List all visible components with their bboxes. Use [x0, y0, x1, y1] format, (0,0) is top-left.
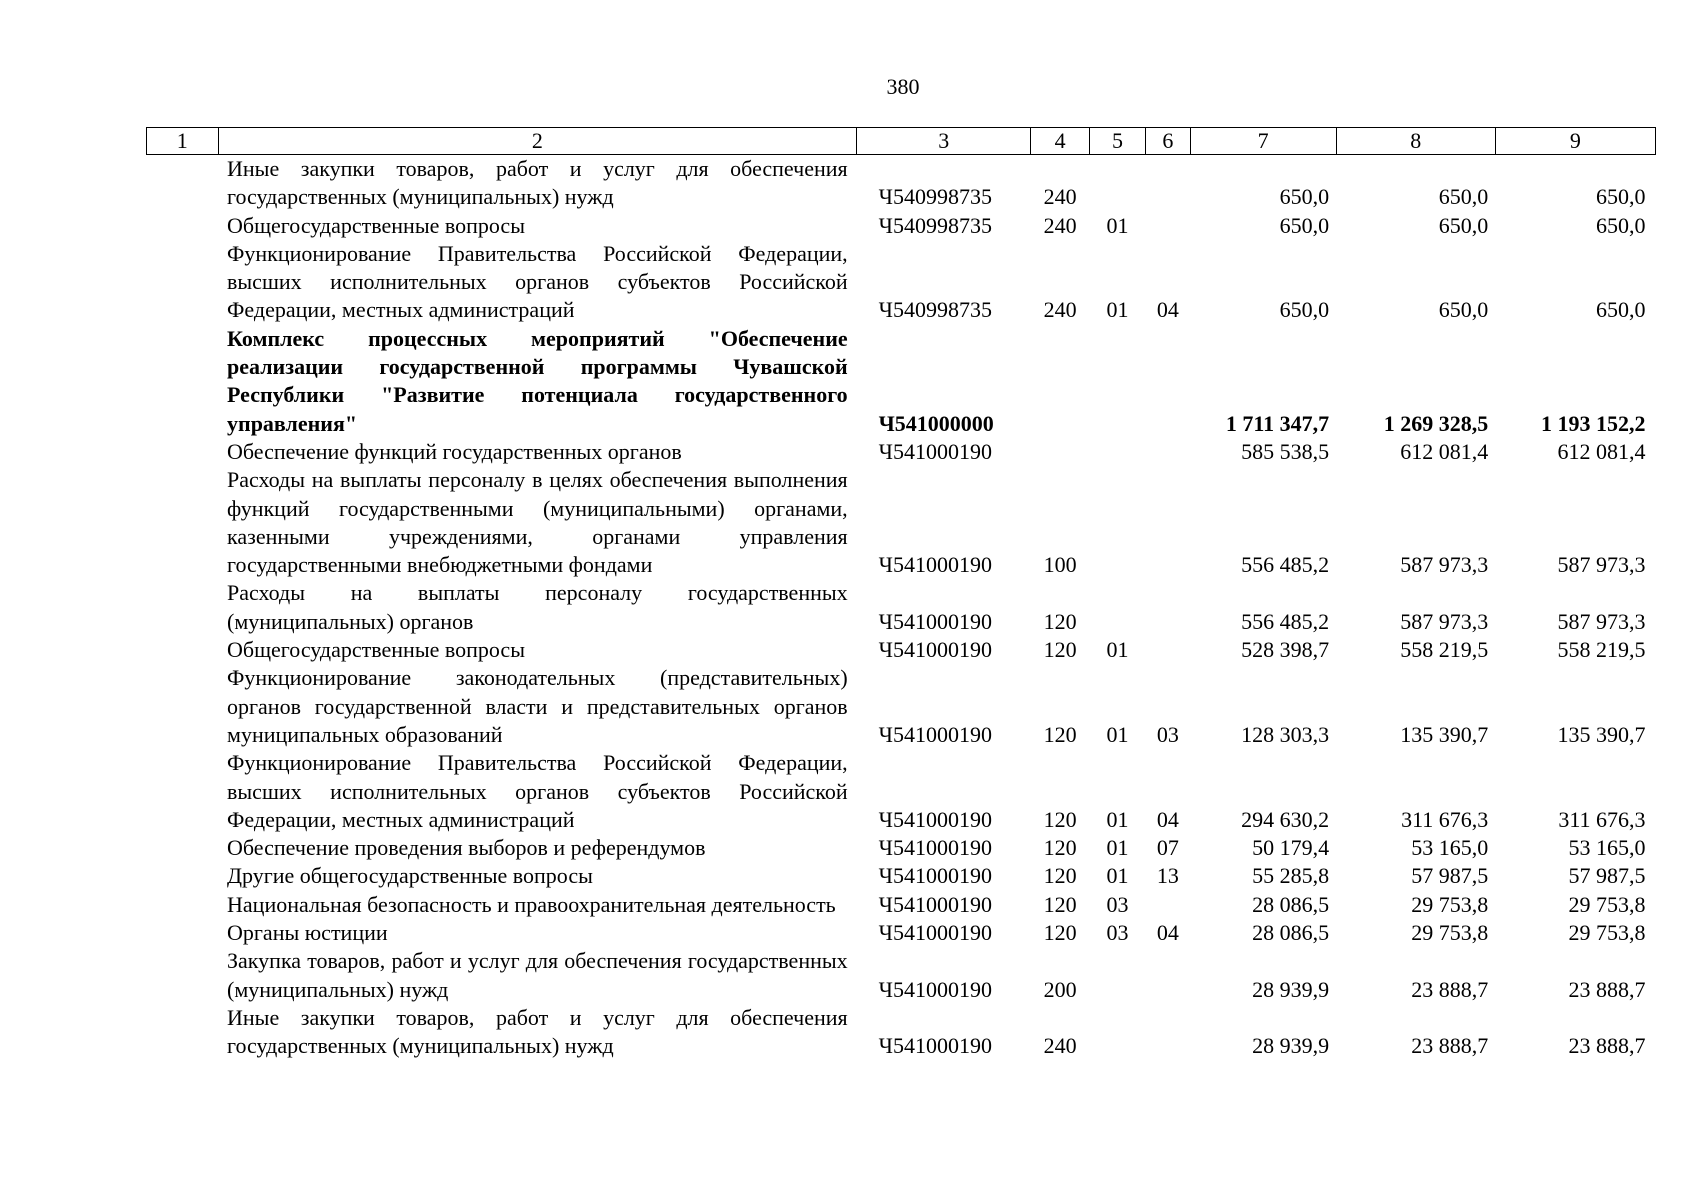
row-col1 [147, 891, 219, 919]
row-col1 [147, 325, 219, 438]
row-value-8: 650,0 [1438, 212, 1489, 238]
row-value-7: 650,0 [1279, 297, 1330, 323]
row-value-9: 23 888,7 [1568, 976, 1646, 1002]
row-name: Расходы на выплаты персоналу в целях обеспечения выполнения функций государственными (муниципальными) органами, казенными учреждениями, органами управления государственными внебюджетными фондами [227, 467, 848, 578]
row-col1 [147, 664, 219, 749]
row-name: Комплекс процессных мероприятий "Обеспечение реализации государственной программы Чувашской Республики "Развитие потенциала государственного управления" [227, 325, 848, 436]
row-name: Органы юстиции [227, 920, 388, 946]
row-value-7: 128 303,3 [1241, 721, 1330, 747]
row-col4: 120 [1043, 637, 1077, 663]
table-row [147, 749, 1656, 834]
row-code: Ч541000000 [878, 410, 994, 436]
row-col4: 120 [1043, 835, 1077, 861]
row-col4 [1031, 325, 1089, 438]
row-code: Ч541000190 [878, 806, 992, 832]
row-value-7: 585 538,5 [1241, 438, 1330, 464]
row-col1 [147, 636, 219, 664]
row-col6 [1146, 438, 1190, 466]
row-col1 [147, 240, 219, 325]
row-col5 [1089, 466, 1145, 579]
column-header-7: 7 [1190, 128, 1336, 155]
row-value-9: 53 165,0 [1568, 835, 1646, 861]
row-col6 [1146, 947, 1190, 1004]
row-code: Ч541000190 [878, 552, 992, 578]
row-value-9: 29 753,8 [1568, 891, 1646, 917]
row-code: Ч541000190 [878, 438, 992, 464]
row-col6: 04 [1156, 297, 1179, 323]
column-header-3: 3 [857, 128, 1031, 155]
row-name: Другие общегосударственные вопросы [227, 863, 593, 889]
row-col6 [1146, 466, 1190, 579]
row-code: Ч541000190 [878, 863, 992, 889]
table-row [147, 947, 1656, 1004]
row-code: Ч541000190 [878, 637, 992, 663]
row-col1 [147, 834, 219, 862]
row-code: Ч541000190 [878, 891, 992, 917]
row-col6 [1146, 891, 1190, 919]
column-header-5: 5 [1089, 128, 1145, 155]
row-col5: 01 [1106, 806, 1129, 832]
row-value-8: 135 390,7 [1400, 721, 1489, 747]
row-col1 [147, 749, 219, 834]
row-value-7: 28 086,5 [1252, 891, 1330, 917]
row-name: Функционирование Правительства Российской Федерации, высших исполнительных органов субъектов Российской Федерации, местных администраций [227, 750, 848, 832]
row-value-8: 650,0 [1438, 184, 1489, 210]
row-col4: 100 [1043, 552, 1077, 578]
row-value-7: 50 179,4 [1252, 835, 1330, 861]
row-value-7: 294 630,2 [1241, 806, 1330, 832]
table-row [147, 1004, 1656, 1061]
row-value-9: 57 987,5 [1568, 863, 1646, 889]
table-row [147, 438, 1656, 466]
row-value-8: 23 888,7 [1411, 976, 1489, 1002]
row-col1 [147, 579, 219, 636]
row-name: Иные закупки товаров, работ и услуг для обеспечения государственных (муниципальных) нужд [227, 1004, 848, 1059]
table-row [147, 664, 1656, 749]
row-value-8: 23 888,7 [1411, 1033, 1489, 1059]
row-value-7: 556 485,2 [1241, 608, 1330, 634]
row-col4: 240 [1043, 1033, 1077, 1059]
row-col6 [1146, 212, 1190, 240]
table-row [147, 919, 1656, 947]
table-row [147, 834, 1656, 862]
row-value-9: 650,0 [1596, 184, 1646, 210]
row-value-8: 587 973,3 [1400, 552, 1489, 578]
row-value-9: 311 676,3 [1558, 806, 1646, 832]
row-col6: 04 [1156, 806, 1179, 832]
column-header-9: 9 [1495, 128, 1655, 155]
row-col4: 120 [1043, 891, 1077, 917]
row-value-8: 612 081,4 [1400, 438, 1489, 464]
table-row [147, 862, 1656, 890]
row-col4: 200 [1043, 976, 1077, 1002]
column-header-6: 6 [1146, 128, 1190, 155]
row-col5 [1089, 1004, 1145, 1061]
column-header-8: 8 [1336, 128, 1495, 155]
row-code: Ч541000190 [878, 608, 992, 634]
row-col5: 01 [1106, 297, 1129, 323]
row-col4: 120 [1043, 863, 1077, 889]
row-col1 [147, 438, 219, 466]
row-col5 [1089, 325, 1145, 438]
table-row [147, 325, 1656, 438]
row-name: Функционирование Правительства Российской Федерации, высших исполнительных органов субъектов Российской Федерации, местных администраций [227, 240, 848, 323]
row-name: Функционирование законодательных (представительных) органов государственной власти и представительных органов муниципальных образований [227, 665, 848, 747]
row-code: Ч541000190 [878, 976, 992, 1002]
row-value-9: 23 888,7 [1568, 1033, 1646, 1059]
row-name: Иные закупки товаров, работ и услуг для обеспечения государственных (муниципальных) нужд [227, 156, 848, 210]
row-col1 [147, 466, 219, 579]
row-value-7: 55 285,8 [1252, 863, 1330, 889]
row-value-7: 1 711 347,7 [1225, 410, 1330, 436]
row-value-8: 587 973,3 [1400, 608, 1489, 634]
row-value-7: 528 398,7 [1241, 637, 1330, 663]
row-value-8: 29 753,8 [1411, 920, 1489, 946]
table-header [147, 128, 1656, 155]
row-col5 [1089, 947, 1145, 1004]
page-number: 380 [886, 74, 920, 99]
row-col4: 240 [1043, 297, 1077, 323]
row-col6: 07 [1156, 835, 1179, 861]
row-col5: 03 [1106, 920, 1129, 946]
row-name: Закупка товаров, работ и услуг для обеспечения государственных (муниципальных) нужд [227, 948, 848, 1002]
table-row [147, 240, 1656, 325]
row-code: Ч541000190 [878, 721, 992, 747]
row-col1 [147, 212, 219, 240]
row-col4: 240 [1043, 212, 1077, 238]
table-row [147, 155, 1656, 212]
row-value-8: 53 165,0 [1411, 835, 1489, 861]
row-col4 [1031, 438, 1089, 466]
row-col4: 240 [1043, 184, 1077, 210]
row-code: Ч541000190 [878, 835, 992, 861]
row-col6 [1146, 1004, 1190, 1061]
column-header-1: 1 [147, 128, 219, 155]
row-col5: 01 [1106, 637, 1129, 663]
row-value-7: 650,0 [1279, 184, 1330, 210]
row-value-8: 311 676,3 [1401, 806, 1489, 832]
row-col5 [1089, 438, 1145, 466]
row-col6: 13 [1156, 863, 1179, 889]
row-col5: 01 [1106, 835, 1129, 861]
row-value-8: 29 753,8 [1411, 891, 1489, 917]
row-col4: 120 [1043, 608, 1077, 634]
header-row [147, 128, 1656, 155]
row-value-9: 612 081,4 [1557, 438, 1646, 464]
row-col1 [147, 862, 219, 890]
column-header-4: 4 [1031, 128, 1089, 155]
row-col6 [1146, 636, 1190, 664]
row-value-9: 29 753,8 [1568, 920, 1646, 946]
table-body [147, 155, 1656, 1061]
row-col6 [1146, 579, 1190, 636]
row-value-7: 28 086,5 [1252, 920, 1330, 946]
row-col4: 120 [1043, 920, 1077, 946]
row-col1 [147, 919, 219, 947]
row-col6: 03 [1156, 721, 1179, 747]
row-col5 [1089, 579, 1145, 636]
table-row [147, 891, 1656, 919]
row-code: Ч540998735 [878, 184, 992, 210]
row-name: Обеспечение функций государственных органов [227, 438, 682, 464]
row-col4: 120 [1043, 806, 1077, 832]
row-value-9: 587 973,3 [1557, 608, 1646, 634]
row-col5: 01 [1106, 863, 1129, 889]
row-code: Ч540998735 [878, 297, 992, 323]
row-col1 [147, 947, 219, 1004]
row-name: Обеспечение проведения выборов и референдумов [227, 835, 706, 861]
row-col5: 01 [1106, 721, 1129, 747]
row-value-8: 57 987,5 [1411, 863, 1489, 889]
row-col5 [1089, 155, 1145, 212]
row-name: Общегосударственные вопросы [227, 637, 525, 663]
row-value-9: 650,0 [1596, 297, 1646, 323]
row-col6 [1146, 155, 1190, 212]
row-col5: 01 [1106, 212, 1129, 238]
row-col6: 04 [1156, 920, 1179, 946]
row-col4: 120 [1043, 721, 1077, 747]
row-value-7: 650,0 [1279, 212, 1330, 238]
table-row [147, 636, 1656, 664]
row-value-9: 558 219,5 [1557, 637, 1646, 663]
row-value-7: 28 939,9 [1252, 976, 1330, 1002]
row-value-7: 556 485,2 [1241, 552, 1330, 578]
row-col1 [147, 155, 219, 212]
row-value-8: 558 219,5 [1400, 637, 1489, 663]
row-code: Ч541000190 [878, 1033, 992, 1059]
table-row [147, 212, 1656, 240]
row-value-8: 1 269 328,5 [1383, 410, 1489, 436]
row-name: Национальная безопасность и правоохранительная деятельность [227, 891, 836, 917]
row-value-7: 28 939,9 [1252, 1033, 1330, 1059]
row-value-9: 650,0 [1596, 212, 1646, 238]
row-col5: 03 [1106, 891, 1129, 917]
table-row [147, 466, 1656, 579]
table-row [147, 579, 1656, 636]
row-value-9: 587 973,3 [1557, 552, 1646, 578]
row-value-8: 650,0 [1438, 297, 1489, 323]
row-value-9: 1 193 152,2 [1541, 410, 1646, 436]
row-code: Ч541000190 [878, 920, 992, 946]
row-name: Расходы на выплаты персоналу государственных (муниципальных) органов [227, 580, 848, 634]
row-col1 [147, 1004, 219, 1061]
row-name: Общегосударственные вопросы [227, 212, 525, 238]
row-value-9: 135 390,7 [1557, 721, 1646, 747]
column-header-2: 2 [218, 128, 857, 155]
budget-table [146, 127, 1656, 1061]
row-code: Ч540998735 [878, 212, 992, 238]
row-col6 [1146, 325, 1190, 438]
